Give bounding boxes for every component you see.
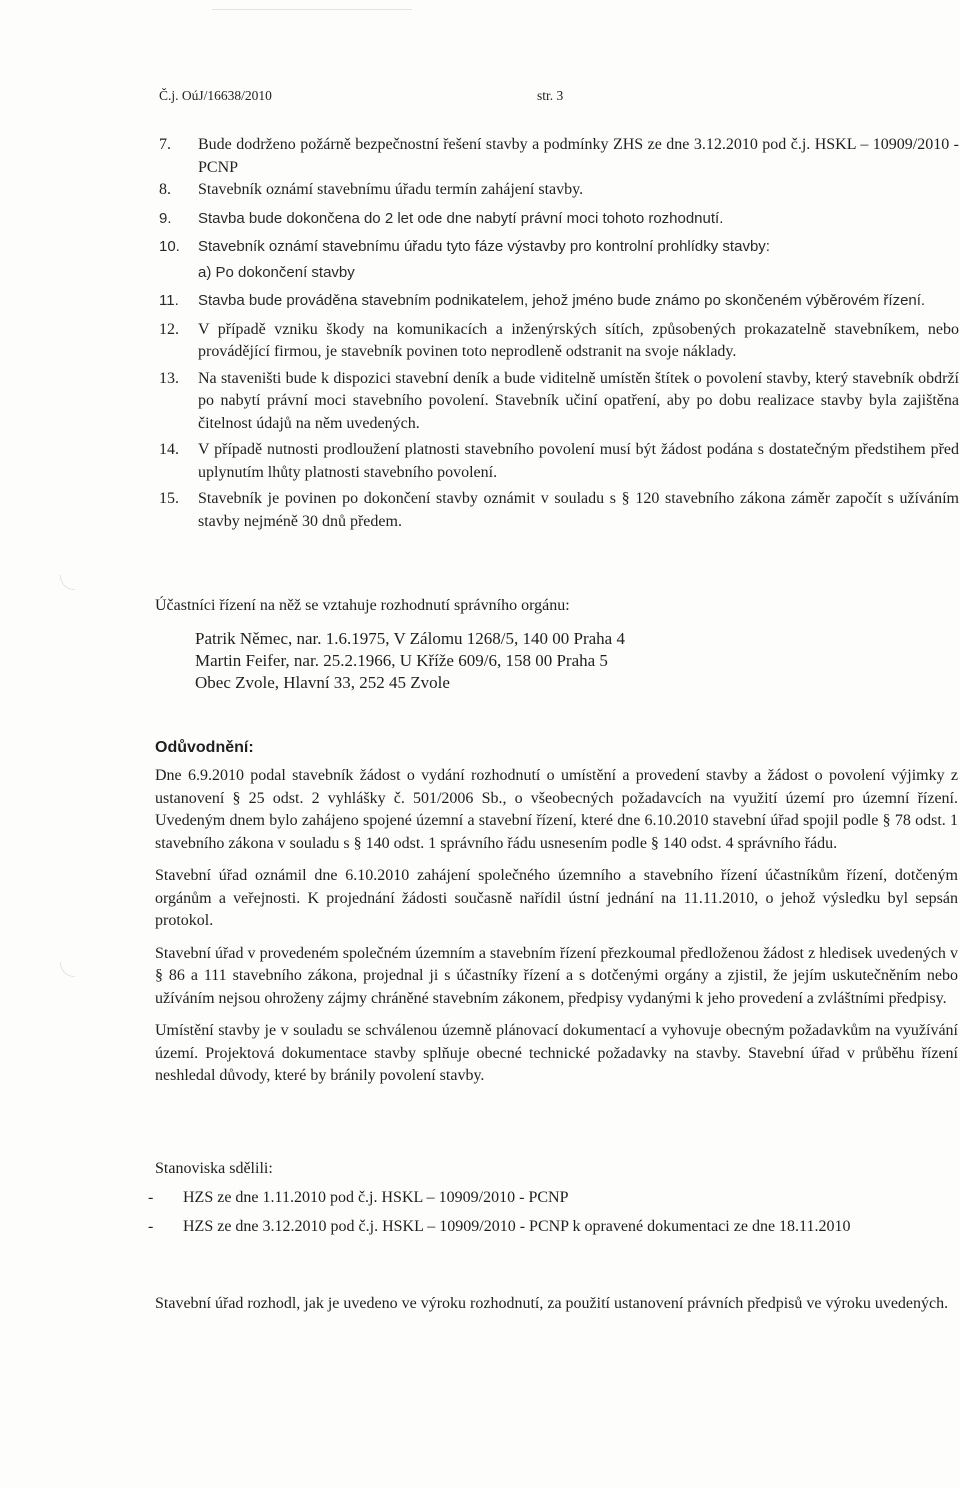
reasoning-paragraph: Dne 6.9.2010 podal stavebník žádost o vydání rozhodnutí o umístění a provedení stavby a žádost o povolení výjimky z ustanovení § 25 odst. 2 vyhlášky č. 501/2006 Sb., o všeobecných požadavcích na využití území pro územní řízení. Uvedeným dnem bylo zahájeno spojené územní a stavební řízení, které dne 6.10.2010 stavební úřad spojil podle § 78 odst. 1 stavebního zákona v souladu s § 140 odst. 1 správního řádu usnesením podle § 140 odst. 4 správního řádu.: [155, 767, 958, 852]
condition-item: [159, 439, 959, 484]
scan-artifact: [60, 962, 75, 977]
condition-item: [159, 319, 959, 364]
party-entry: Obec Zvole, Hlavní 33, 252 45 Zvole: [195, 673, 450, 692]
condition-item: [159, 488, 959, 533]
condition-number: 7.: [159, 136, 171, 153]
reasoning-paragraph: Umístění stavby je v souladu se schválenou územně plánovací dokumentací a vyhovuje obecným požadavkům na využívání území. Projektová dokumentace stavby splňuje obecné technické požadavky na stavby. Stavební úřad v průběhu řízení neshledal důvody, které by bránily povolení stavby.: [155, 1022, 958, 1084]
page-number: str. 3: [537, 88, 564, 103]
list-dash: -: [148, 1217, 154, 1235]
conditions-list: [159, 134, 959, 533]
condition-text: Stavba bude prováděna stavebním podnikatelem, jehož jméno bude známo po skončeném výběrovém řízení.: [198, 292, 926, 309]
conclusion-paragraph: Stavební úřad rozhodl, jak je uvedeno ve výroku rozhodnutí, za použití ustanovení právních předpisů ve výroku uvedených.: [155, 1295, 949, 1312]
condition-item: [159, 368, 959, 436]
condition-number: 13.: [159, 369, 179, 387]
reasoning-paragraph: Stavební úřad v provedeném společném územním a stavebním řízení přezkoumal předloženou žádost z hledisek uvedených v § 86 a 111 stavebního zákona, projednal ji s účastníky řízení a s dotčenými orgány a zjistil, že jejím uskutečněním nebo užíváním nejsou ohroženy zájmy chráněné stavebním zákonem, předpisy vydanými k jeho provedení a zvláštními předpisy.: [155, 944, 958, 1007]
scan-artifact: [212, 9, 412, 10]
condition-text: Na staveništi bude k dispozici stavební deník a bude viditelně umístěn štítek o povolení stavby, který stavebník obdrží po nabytí právní moci stavebního povolení. Stavebník učiní opatření, aby po dobu realizace stavby byla zajištěna čitelnost údajů na něm uvedených.: [198, 369, 959, 432]
opinion-text: HZS ze dne 1.11.2010 pod č.j. HSKL – 10909/2010 - PCNP: [183, 1189, 569, 1206]
opinion-text: HZS ze dne 3.12.2010 pod č.j. HSKL – 10909/2010 - PCNP k opravené dokumentaci ze dne 18.11.2010: [183, 1217, 851, 1235]
opinion-item: [148, 1187, 958, 1210]
condition-number: 10.: [159, 238, 180, 255]
reasoning-paragraph: Stavební úřad oznámil dne 6.10.2010 zahájení společného územního a stavebního řízení účastníkům řízení, dotčeným orgánům a veřejnosti. K projednání žádosti současně nařídil ústní jednání na 11.11.2010, o jehož výsledku byl sepsán protokol.: [155, 867, 958, 929]
condition-number: 14.: [159, 441, 179, 458]
condition-item: [159, 236, 959, 284]
condition-number: 11.: [159, 292, 179, 309]
condition-item: [159, 134, 959, 179]
condition-text: Stavebník oznámí stavebnímu úřadu termín zahájení stavby.: [198, 181, 584, 198]
condition-item: [159, 208, 959, 231]
condition-item: [159, 179, 959, 202]
reasoning-section: [155, 765, 958, 1098]
condition-number: 9.: [159, 209, 172, 227]
condition-number: 15.: [159, 490, 179, 507]
reasoning-heading: Odůvodnění:: [155, 739, 254, 756]
condition-number: 8.: [159, 181, 171, 198]
condition-number: 12.: [159, 320, 179, 338]
party-entry: Patrik Němec, nar. 1.6.1975, V Zálomu 1268/5, 140 00 Praha 4: [195, 629, 625, 648]
condition-item: [159, 290, 959, 313]
condition-text: Stavebník je povinen po dokončení stavby oznámit v souladu s § 120 stavebního zákona záměr započít s užíváním stavby nejméně 30 dnů předem.: [198, 490, 959, 530]
parties-title: Účastníci řízení na něž se vztahuje rozhodnutí správního orgánu:: [155, 597, 570, 614]
list-dash: -: [148, 1189, 154, 1206]
condition-text: Stavba bude dokončena do 2 let ode dne nabytí právní moci tohoto rozhodnutí.: [198, 209, 724, 227]
condition-text: V případě vzniku škody na komunikacích a inženýrských sítích, způsobených prokazatelně stavebníkem, nebo provádějící firmou, je stavebník povinen toto neprodleně odstranit na svoje náklady.: [198, 320, 959, 360]
condition-text: V případě nutnosti prodloužení platnosti stavebního povolení musí být žádost podána s dostatečným předstihem před uplynutím lhůty platnosti stavebního povolení.: [198, 441, 959, 481]
opinions-list: [148, 1187, 958, 1244]
party-entry: Martin Feifer, nar. 25.2.1966, U Kříže 609/6, 158 00 Praha 5: [195, 651, 608, 670]
condition-subitem: a) Po dokončení stavby: [198, 263, 355, 281]
condition-text: Stavebník oznámí stavebnímu úřadu tyto fáze výstavby pro kontrolní prohlídky stavby:: [198, 238, 770, 255]
opinions-title: Stanoviska sdělili:: [155, 1160, 273, 1177]
reference-number: Č.j. OúJ/16638/2010: [159, 88, 272, 103]
scan-artifact: [60, 575, 75, 590]
parties-list: [195, 628, 795, 694]
opinion-item: [148, 1216, 958, 1239]
condition-text: Bude dodrženo požárně bezpečnostní řešení stavby a podmínky ZHS ze dne 3.12.2010 pod č.j. HSKL – 10909/2010 - PCNP: [198, 136, 959, 176]
